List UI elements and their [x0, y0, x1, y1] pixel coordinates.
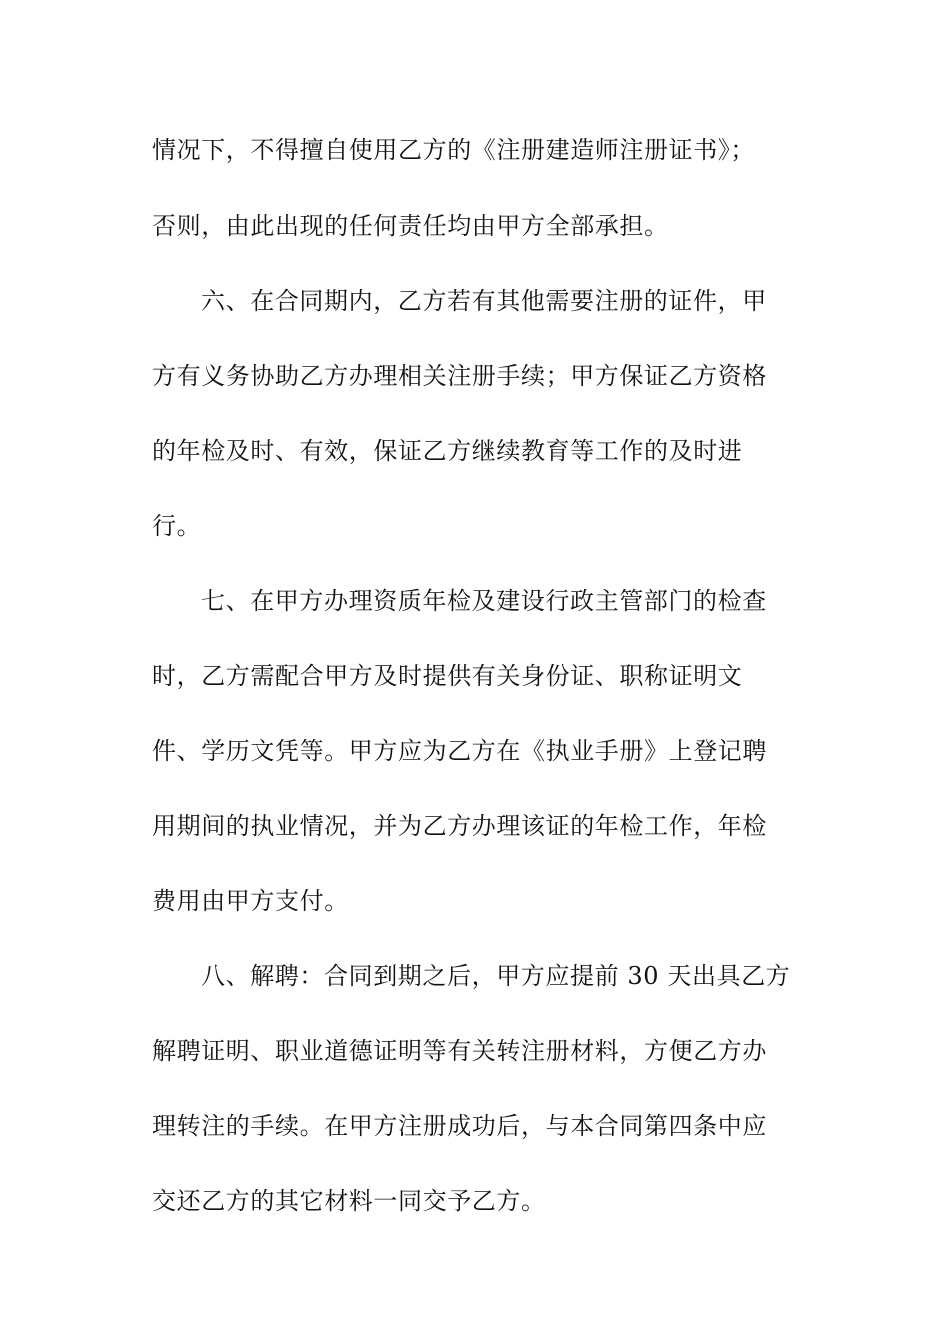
text-line: 时，乙方需配合甲方及时提供有关身份证、职称证明文 [152, 662, 743, 690]
text-line: 解聘证明、职业道德证明等有关转注册材料，方便乙方办 [152, 1037, 767, 1065]
text-line: 理转注的手续。在甲方注册成功后，与本合同第四条中应 [152, 1112, 767, 1140]
clause-6-heading-line: 六、在合同期内，乙方若有其他需要注册的证件，甲 [201, 287, 767, 315]
text-line: 交还乙方的其它材料一同交予乙方。 [152, 1187, 546, 1215]
text-line: 情况下，不得擅自使用乙方的《注册建造师注册证书》； [152, 136, 755, 164]
text-line: 件、学历文凭等。甲方应为乙方在《执业手册》上登记聘 [152, 737, 767, 765]
clause-7-heading-line: 七、在甲方办理资质年检及建设行政主管部门的检查 [201, 587, 767, 615]
text-line: 费用由甲方支付。 [152, 887, 349, 915]
text-line: 方有义务协助乙方办理相关注册手续；甲方保证乙方资格 [152, 362, 767, 390]
clause-8-heading-line: 八、解聘：合同到期之后，甲方应提前 30 天出具乙方 [201, 962, 791, 990]
text-line: 行。 [152, 512, 202, 540]
text-line: 用期间的执业情况，并为乙方办理该证的年检工作，年检 [152, 812, 767, 840]
text-line: 否则，由此出现的任何责任均由甲方全部承担。 [152, 212, 669, 240]
text-line: 的年检及时、有效，保证乙方继续教育等工作的及时进 [152, 437, 743, 465]
